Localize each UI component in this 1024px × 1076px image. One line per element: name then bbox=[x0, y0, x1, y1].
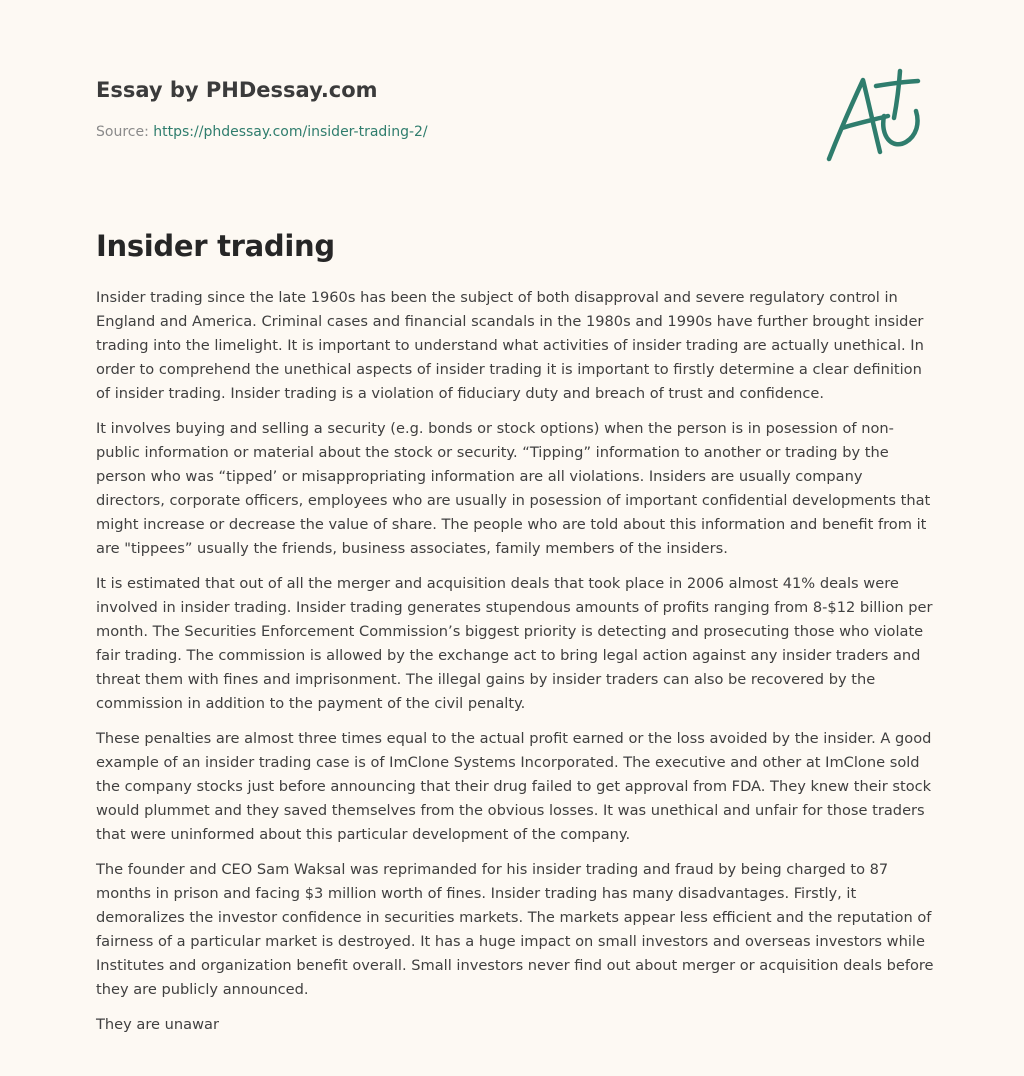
article-paragraph: The founder and CEO Sam Waksal was reprimanded for his insider trading and fraud by being charged to 87 months in prison and facing $3 million worth of fines. Insider trading has many disadvantages. Firstly, it demoralizes the investor confidence in securities markets. The markets appear less efficient and the reputation of fairness of a particular market is destroyed. It has a huge impact on small investors and overseas investors while Institutes and organization benefit overall. Small investors never find out about merger or acquisition deals before they are publicly announced. bbox=[96, 861, 934, 998]
article-body bbox=[96, 286, 934, 1048]
article-paragraph: Insider trading since the late 1960s has been the subject of both disapproval and severe regulatory control in England and America. Criminal cases and financial scandals in the 1980s and 1990s have further brought insider trading into the limelight. It is important to understand what activities of insider trading are actually unethical. In order to comprehend the unethical aspects of insider trading it is important to firstly determine a clear definition of insider trading. Insider trading is a violation of fiduciary duty and breach of trust and confidence. bbox=[96, 289, 924, 402]
source-link[interactable]: https://phdessay.com/insider-trading-2/ bbox=[153, 124, 428, 140]
article-paragraph: It is estimated that out of all the merger and acquisition deals that took place in 2006 almost 41% deals were involved in insider trading. Insider trading generates stupendous amounts of profits ranging from 8-$12 billion per month. The Securities Enforcement Commission’s biggest priority is detecting and prosecuting those who violate fair trading. The commission is allowed by the exchange act to bring legal action against any insider traders and threat them with fines and imprisonment. The illegal gains by insider traders can also be recovered by the commission in addition to the payment of the civil penalty. bbox=[96, 575, 933, 712]
article-title: Insider trading bbox=[96, 229, 335, 263]
a-plus-grade-icon bbox=[818, 66, 932, 166]
page-header bbox=[96, 76, 796, 142]
article-paragraph-truncated: They are unawar bbox=[96, 1016, 219, 1033]
source-line bbox=[96, 122, 796, 142]
source-label: Source: bbox=[96, 124, 154, 140]
site-brand: Essay by PHDessay.com bbox=[96, 78, 378, 102]
article-paragraph: These penalties are almost three times equal to the actual profit earned or the loss avoided by the insider. A good example of an insider trading case is of ImClone Systems Incorporated. The executive and other at ImClone sold the company stocks just before announcing that their drug failed to get approval from FDA. They knew their stock would plummet and they saved themselves from the obvious losses. It was unethical and unfair for those traders that were uninformed about this particular development of the company. bbox=[96, 730, 932, 843]
article-paragraph: It involves buying and selling a security (e.g. bonds or stock options) when the person is in posession of non-public information or material about the stock or security. “Tipping” information to another or trading by the person who was “tipped’ or misappropriating information are all violations. Insiders are usually company directors, corporate officers, employees who are usually in posession of important confidential developments that might increase or decrease the value of share. The people who are told about this information and benefit from it are "tippees” usually the friends, business associates, family members of the insiders. bbox=[96, 420, 931, 557]
